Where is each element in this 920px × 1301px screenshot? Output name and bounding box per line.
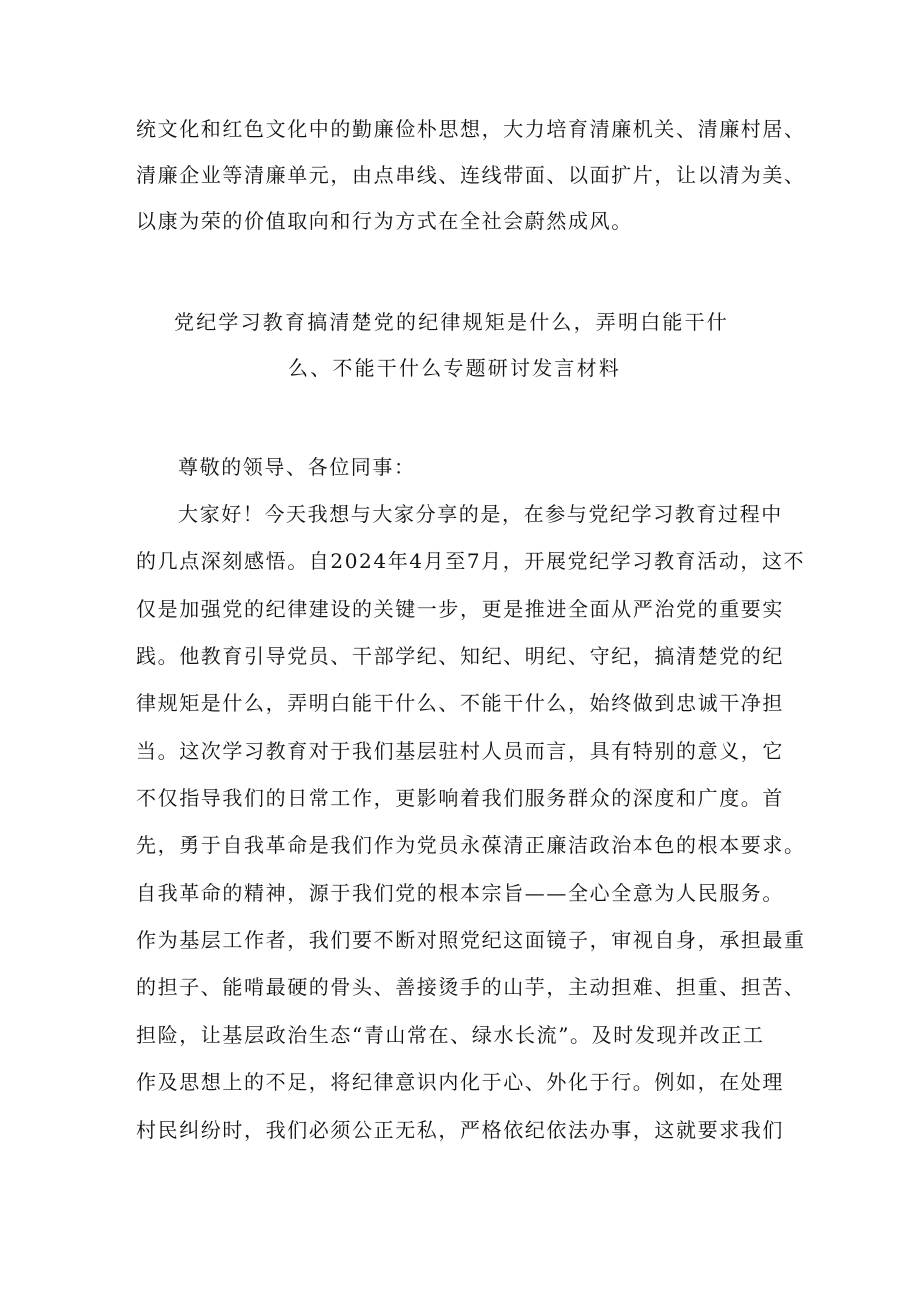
body-line: 自我革命的精神，源于我们党的根本宗旨——全心全意为人民服务。: [136, 881, 784, 905]
body-line: 村民纠纷时，我们必须公正无私，严格依纪依法办事，这就要求我们: [136, 1118, 784, 1142]
intro-line: 以康为荣的价值取向和行为方式在全社会蔚然成风。: [136, 209, 633, 233]
body-line: 作及思想上的不足，将纪律意识内化于心、外化于行。例如，在处理: [136, 1070, 784, 1094]
body-line: 不仅指导我们的日常工作，更影响着我们服务群众的深度和广度。首: [136, 786, 784, 810]
title-line: 党纪学习教育搞清楚党的纪律规矩是什么，弄明白能干什: [174, 310, 729, 334]
intro-line: 清廉企业等清廉单元，由点串线、连线带面、以面扩片，让以清为美、: [136, 163, 806, 187]
body-line: 践。他教育引导党员、干部学纪、知纪、明纪、守纪，搞清楚党的纪: [136, 644, 784, 668]
body-line: 律规矩是什么，弄明白能干什么、不能干什么，始终做到忠诚干净担: [136, 691, 784, 715]
intro-line: 统文化和红色文化中的勤廉俭朴思想，大力培育清廉机关、清廉村居、: [136, 117, 806, 141]
body-line: 作为基层工作者，我们要不断对照党纪这面镜子，审视自身，承担最重: [136, 928, 806, 952]
body-line: 仅是加强党的纪律建设的关键一步，更是推进全面从严治党的重要实: [136, 597, 784, 621]
body-line: 的担子、能啃最硬的骨头、善接烫手的山芋，主动担难、担重、担苦、: [136, 975, 806, 999]
body-line: 大家好！今天我想与大家分享的是，在参与党纪学习教育过程中: [178, 502, 783, 526]
salutation: 尊敬的领导、各位同事：: [178, 455, 416, 479]
body-line: 担险，让基层政治生态“青山常在、绿水长流”。及时发现并改正工: [136, 1023, 765, 1047]
title-line: 么、不能干什么专题研讨发言材料: [288, 356, 621, 380]
body-line: 先，勇于自我革命是我们作为党员永葆清正廉洁政治本色的根本要求。: [136, 833, 806, 857]
body-line: 的几点深刻感悟。自2024年4月至7月，开展党纪学习教育活动，这不: [136, 549, 806, 573]
body-line: 当。这次学习教育对于我们基层驻村人员而言，具有特别的意义，它: [136, 739, 784, 763]
